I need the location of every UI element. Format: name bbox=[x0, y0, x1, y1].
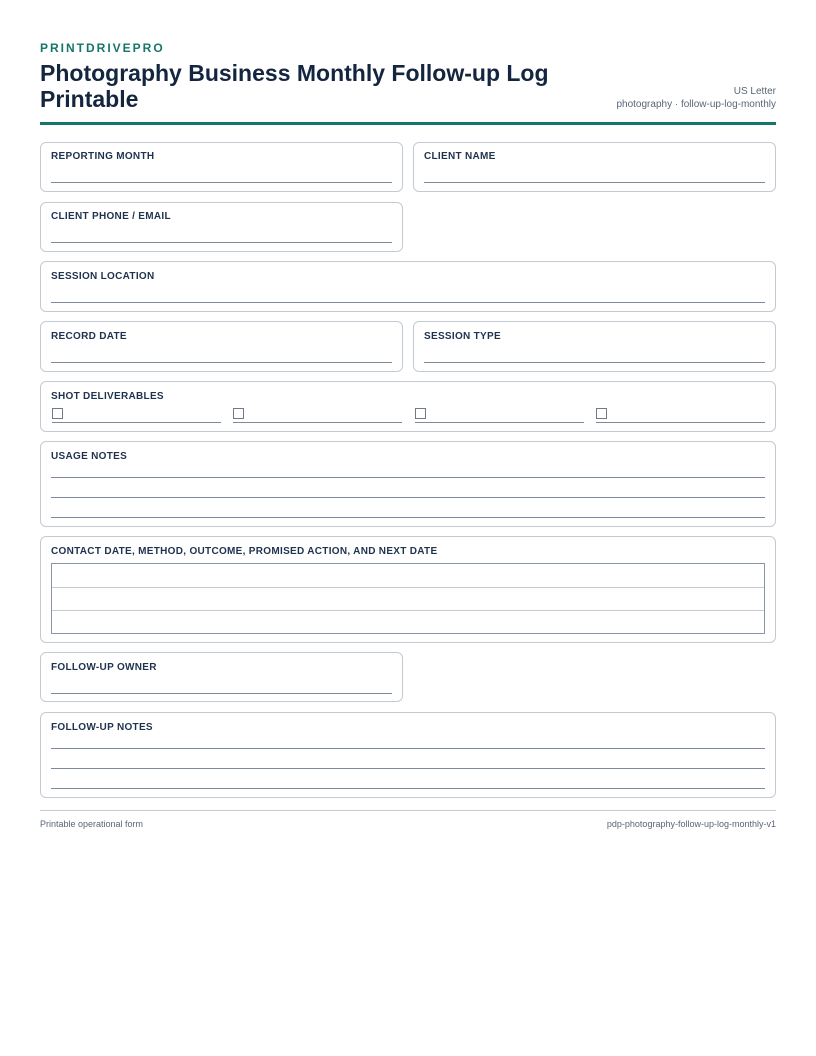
checkbox-icon[interactable] bbox=[233, 408, 244, 419]
record-date-label: RECORD DATE bbox=[51, 331, 127, 342]
footer-form-id: pdp-photography-follow-up-log-monthly-v1 bbox=[606, 819, 776, 829]
brand-name: PRINTDRIVEPRO bbox=[40, 41, 165, 55]
form-slug: photography · follow-up-log-monthly bbox=[616, 99, 776, 110]
footer-caption: Printable operational form bbox=[40, 819, 144, 829]
usage-notes-line[interactable] bbox=[51, 497, 765, 498]
usage-notes-line[interactable] bbox=[51, 517, 765, 518]
header-divider bbox=[40, 122, 776, 125]
followup-notes-line[interactable] bbox=[51, 788, 765, 789]
contact-log-table bbox=[51, 563, 765, 634]
shot-deliverables-field bbox=[40, 381, 776, 432]
table-row-divider bbox=[52, 610, 764, 611]
deliverable-line bbox=[233, 422, 402, 423]
reporting-month-input[interactable] bbox=[51, 182, 392, 183]
record-date-input[interactable] bbox=[51, 362, 392, 363]
session-type-input[interactable] bbox=[424, 362, 765, 363]
deliverable-item[interactable] bbox=[596, 408, 765, 424]
session-type-label: SESSION TYPE bbox=[424, 331, 501, 342]
client-name-label: CLIENT NAME bbox=[424, 151, 496, 162]
record-date-field bbox=[40, 321, 403, 372]
deliverable-item[interactable] bbox=[52, 408, 221, 424]
paper-size: US Letter bbox=[733, 86, 776, 97]
reporting-month-label: REPORTING MONTH bbox=[51, 151, 155, 162]
client-name-field bbox=[413, 142, 776, 192]
checkbox-icon[interactable] bbox=[415, 408, 426, 419]
session-location-label: SESSION LOCATION bbox=[51, 271, 155, 282]
followup-owner-label: FOLLOW-UP OWNER bbox=[51, 662, 157, 673]
checkbox-icon[interactable] bbox=[52, 408, 63, 419]
deliverable-line bbox=[415, 422, 584, 423]
page-meta bbox=[616, 85, 776, 111]
contact-log-field bbox=[40, 536, 776, 643]
deliverable-item[interactable] bbox=[415, 408, 584, 424]
client-contact-input[interactable] bbox=[51, 242, 392, 243]
table-row-divider bbox=[52, 587, 764, 588]
contact-log-label: CONTACT DATE, METHOD, OUTCOME, PROMISED ACTION, AND NEXT DATE bbox=[51, 546, 438, 557]
deliverable-item[interactable] bbox=[233, 408, 402, 424]
page-title: Photography Business Monthly Follow-up Log Printable bbox=[40, 60, 549, 112]
client-contact-field bbox=[40, 202, 403, 252]
followup-notes-line[interactable] bbox=[51, 768, 765, 769]
footer-divider bbox=[40, 810, 776, 811]
deliverable-line bbox=[52, 422, 221, 423]
usage-notes-field bbox=[40, 441, 776, 527]
followup-notes-line[interactable] bbox=[51, 748, 765, 749]
followup-owner-input[interactable] bbox=[51, 693, 392, 694]
deliverable-line bbox=[596, 422, 765, 423]
shot-deliverables-label: SHOT DELIVERABLES bbox=[51, 391, 164, 402]
followup-notes-label: FOLLOW-UP NOTES bbox=[51, 722, 153, 733]
followup-notes-field bbox=[40, 712, 776, 798]
client-contact-label: CLIENT PHONE / EMAIL bbox=[51, 211, 171, 222]
session-location-field bbox=[40, 261, 776, 312]
session-type-field bbox=[413, 321, 776, 372]
reporting-month-field bbox=[40, 142, 403, 192]
client-name-input[interactable] bbox=[424, 182, 765, 183]
usage-notes-label: USAGE NOTES bbox=[51, 451, 128, 462]
session-location-input[interactable] bbox=[51, 302, 765, 303]
checkbox-icon[interactable] bbox=[596, 408, 607, 419]
usage-notes-line[interactable] bbox=[51, 477, 765, 478]
followup-owner-field bbox=[40, 652, 403, 702]
